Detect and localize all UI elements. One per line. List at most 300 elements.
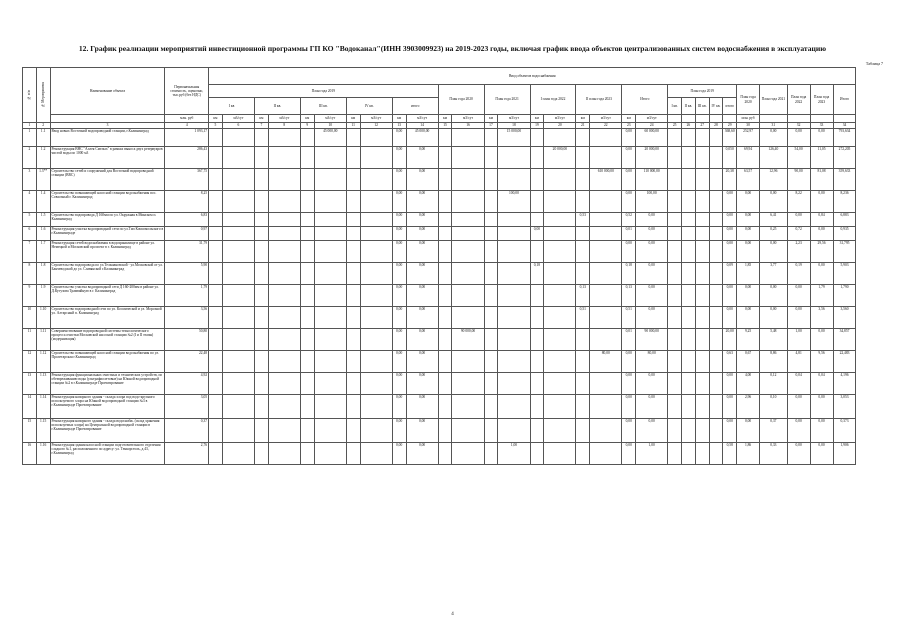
table-cell bbox=[484, 213, 498, 227]
table-cell bbox=[209, 191, 223, 213]
table-cell bbox=[452, 191, 484, 213]
table-cell bbox=[590, 129, 622, 147]
table-cell bbox=[498, 307, 530, 329]
unit-cell bbox=[695, 115, 709, 123]
table-cell bbox=[695, 263, 709, 285]
table-cell bbox=[484, 169, 498, 191]
column-number: 19 bbox=[530, 123, 544, 129]
table-cell: 0,00 bbox=[636, 395, 668, 419]
table-cell: 22,48 bbox=[165, 351, 209, 373]
table-cell: 0,01 bbox=[622, 227, 636, 241]
table-cell bbox=[544, 443, 576, 465]
table-cell: 0,00 bbox=[406, 443, 438, 465]
table-cell: 0,050 bbox=[723, 147, 737, 169]
table-cell bbox=[360, 329, 392, 351]
table-cell: 610 000,00 bbox=[590, 169, 622, 191]
table-cell: 5,903 bbox=[833, 263, 856, 285]
table-cell bbox=[484, 443, 498, 465]
table-cell bbox=[314, 395, 346, 419]
table-cell: 0,00 bbox=[810, 329, 833, 351]
unit-cell bbox=[668, 115, 682, 123]
table-cell: 0,19 bbox=[787, 263, 810, 285]
table-cell: 9,56 bbox=[810, 351, 833, 373]
table-cell: 90,00 bbox=[787, 169, 810, 191]
table-cell bbox=[254, 241, 268, 263]
table-cell: 0,00 bbox=[622, 169, 636, 191]
table-cell: 0,84 bbox=[810, 213, 833, 227]
table-cell: 6,883 bbox=[833, 213, 856, 227]
table-cell bbox=[438, 129, 452, 147]
header-plan-2022: I план года 2022 bbox=[530, 85, 576, 115]
object-name: Реконструкция здания насосной станции подготовительного отделения сладкого №1, расположенного по адресу: ул. Тенкорстоль, д.43, г.Калининград bbox=[50, 443, 165, 465]
column-number: 28 bbox=[709, 123, 723, 129]
table-cell bbox=[544, 227, 576, 241]
column-number: 10 bbox=[314, 123, 346, 129]
table-cell: 1.10 bbox=[36, 307, 50, 329]
unit-cell: км bbox=[530, 115, 544, 123]
table-cell bbox=[576, 169, 590, 191]
table-cell bbox=[222, 395, 254, 419]
unit-cell bbox=[810, 115, 833, 123]
column-number: 3 bbox=[50, 123, 165, 129]
table-cell bbox=[590, 147, 622, 169]
header-num: № п/п bbox=[23, 68, 37, 123]
table-cell bbox=[709, 241, 723, 263]
table-cell bbox=[300, 373, 314, 395]
table-cell bbox=[346, 241, 360, 263]
table-cell: 0,00 bbox=[636, 373, 668, 395]
table-cell bbox=[484, 147, 498, 169]
table-cell: 0,00 bbox=[406, 329, 438, 351]
table-cell: 6,83 bbox=[165, 213, 209, 227]
table-cell: 0,00 bbox=[737, 241, 760, 263]
table-cell: 8,86 bbox=[760, 351, 788, 373]
table-cell bbox=[222, 285, 254, 307]
table-cell bbox=[682, 129, 696, 147]
column-number: 33 bbox=[810, 123, 833, 129]
table-cell bbox=[682, 285, 696, 307]
header-q3: III кв. bbox=[300, 98, 346, 115]
column-number: 1 bbox=[23, 123, 37, 129]
table-cell bbox=[682, 329, 696, 351]
table-cell: 0,00 bbox=[392, 443, 406, 465]
table-cell bbox=[300, 263, 314, 285]
table-cell: 3,05 bbox=[165, 395, 209, 419]
table-cell: 7 bbox=[23, 241, 37, 263]
table-cell bbox=[709, 169, 723, 191]
table-cell: 1.13 bbox=[36, 373, 50, 395]
table-cell: 3,560 bbox=[833, 307, 856, 329]
table-cell bbox=[682, 351, 696, 373]
table-cell bbox=[300, 191, 314, 213]
table-cell: 100,00 bbox=[498, 191, 530, 213]
table-cell bbox=[209, 169, 223, 191]
table-cell bbox=[544, 419, 576, 443]
table-cell: 0,33 bbox=[760, 443, 788, 465]
table-cell bbox=[576, 241, 590, 263]
table-cell: 5,48 bbox=[760, 329, 788, 351]
table-cell: 0,00 bbox=[810, 191, 833, 213]
table-cell: 1.3** bbox=[36, 169, 50, 191]
table-cell bbox=[682, 263, 696, 285]
table-cell bbox=[498, 227, 530, 241]
table-cell: 14 bbox=[23, 395, 37, 419]
table-cell: 0,00 bbox=[810, 419, 833, 443]
table-cell bbox=[544, 285, 576, 307]
table-cell bbox=[209, 147, 223, 169]
table-cell bbox=[254, 213, 268, 227]
table-cell: 12,96 bbox=[760, 169, 788, 191]
unit-cell: км bbox=[622, 115, 636, 123]
table-cell bbox=[300, 419, 314, 443]
table-cell: 0,00 bbox=[810, 263, 833, 285]
table-cell: 368,60 bbox=[723, 129, 737, 147]
table-cell bbox=[300, 351, 314, 373]
table-cell bbox=[576, 351, 590, 373]
header-blank bbox=[50, 115, 165, 123]
table-cell bbox=[682, 443, 696, 465]
table-cell bbox=[438, 419, 452, 443]
table-cell: 0,00 bbox=[392, 241, 406, 263]
table-cell bbox=[254, 227, 268, 241]
table-cell bbox=[452, 213, 484, 227]
table-cell bbox=[222, 373, 254, 395]
table-cell bbox=[300, 329, 314, 351]
table-cell bbox=[695, 147, 709, 169]
table-cell bbox=[668, 147, 682, 169]
table-cell bbox=[668, 285, 682, 307]
table-cell: 1,790 bbox=[833, 285, 856, 307]
table-cell bbox=[709, 227, 723, 241]
table-label: Таблица 7 bbox=[865, 61, 883, 66]
table-cell bbox=[360, 263, 392, 285]
table-cell: 34,857 bbox=[833, 329, 856, 351]
table-cell: 0,00 bbox=[737, 307, 760, 329]
table-cell: 0,00 bbox=[737, 227, 760, 241]
table-cell bbox=[695, 419, 709, 443]
table-row bbox=[23, 169, 882, 191]
table-row bbox=[23, 351, 882, 373]
table-cell: 0,00 bbox=[810, 443, 833, 465]
table-cell: 2,76 bbox=[165, 443, 209, 465]
table-cell: 367,75 bbox=[165, 169, 209, 191]
table-cell: 0,00 bbox=[723, 285, 737, 307]
table-cell bbox=[346, 351, 360, 373]
table-cell: 8,25 bbox=[165, 191, 209, 213]
table-cell: 9 bbox=[23, 285, 37, 307]
page-number: 4 bbox=[451, 612, 454, 617]
table-cell: 0,00 bbox=[392, 351, 406, 373]
table-cell bbox=[222, 241, 254, 263]
table-cell: 0,00 bbox=[392, 191, 406, 213]
table-cell bbox=[709, 191, 723, 213]
header-itogo-2: Итого bbox=[833, 85, 856, 115]
table-cell bbox=[695, 227, 709, 241]
unit-cell: м3/сут bbox=[314, 115, 346, 123]
table-cell: 0,00 bbox=[392, 329, 406, 351]
table-row bbox=[23, 419, 882, 443]
table-cell bbox=[360, 147, 392, 169]
table-cell: 80,00 bbox=[590, 351, 622, 373]
column-number: 34 bbox=[833, 123, 856, 129]
table-cell: 0,00 bbox=[392, 307, 406, 329]
table-cell: 4,81 bbox=[787, 351, 810, 373]
table-cell bbox=[346, 227, 360, 241]
table-cell bbox=[346, 419, 360, 443]
unit-cell bbox=[760, 115, 788, 123]
table-cell bbox=[695, 395, 709, 419]
table-cell: 0,00 bbox=[787, 419, 810, 443]
table-cell bbox=[268, 285, 300, 307]
table-cell bbox=[709, 373, 723, 395]
table-cell: 126,40 bbox=[760, 147, 788, 169]
table-cell bbox=[590, 241, 622, 263]
table-cell: 2 bbox=[23, 147, 37, 169]
table-cell bbox=[300, 213, 314, 227]
table-cell: 0,18 bbox=[622, 263, 636, 285]
table-cell bbox=[590, 227, 622, 241]
table-cell bbox=[484, 373, 498, 395]
table-cell bbox=[530, 443, 544, 465]
column-number: 16 bbox=[452, 123, 484, 129]
table-cell bbox=[346, 373, 360, 395]
table-cell bbox=[300, 227, 314, 241]
table-cell bbox=[709, 263, 723, 285]
table-cell bbox=[590, 191, 622, 213]
table-cell: 0,10 bbox=[760, 395, 788, 419]
table-cell: 286,43 bbox=[165, 147, 209, 169]
table-cell bbox=[209, 129, 223, 147]
table-cell: 0,00 bbox=[636, 241, 668, 263]
table-cell: 0,00 bbox=[787, 285, 810, 307]
table-cell bbox=[254, 351, 268, 373]
table-cell bbox=[360, 227, 392, 241]
table-cell bbox=[668, 395, 682, 419]
table-cell bbox=[360, 241, 392, 263]
table-row bbox=[23, 373, 882, 395]
table-cell: 8 bbox=[23, 263, 37, 285]
table-cell bbox=[695, 241, 709, 263]
table-cell bbox=[314, 307, 346, 329]
table-cell bbox=[576, 373, 590, 395]
table-cell: 1.2 bbox=[36, 147, 50, 169]
table-cell: 0,72 bbox=[787, 227, 810, 241]
table-cell: 20 000,00 bbox=[544, 147, 576, 169]
table-cell bbox=[530, 241, 544, 263]
table-cell bbox=[530, 419, 544, 443]
table-cell bbox=[498, 213, 530, 227]
table-cell bbox=[668, 307, 682, 329]
table-cell bbox=[530, 329, 544, 351]
table-cell bbox=[254, 129, 268, 147]
table-cell: 1 bbox=[23, 129, 37, 147]
table-cell bbox=[668, 443, 682, 465]
table-cell bbox=[209, 419, 223, 443]
table-cell bbox=[346, 191, 360, 213]
table-cell: 0,00 bbox=[723, 395, 737, 419]
table-cell bbox=[576, 227, 590, 241]
table-cell: 0,00 bbox=[787, 213, 810, 227]
table-cell: 1,85 bbox=[737, 263, 760, 285]
table-cell: 0,00 bbox=[392, 227, 406, 241]
table-cell: 0,00 bbox=[787, 443, 810, 465]
table-cell: 16 bbox=[23, 443, 37, 465]
object-name: Строительство водопроводной сети по ул. Космической и ул. Морозной ул. Алтарсный п. Калининград bbox=[50, 307, 165, 329]
table-cell bbox=[360, 213, 392, 227]
header-q2: II кв. bbox=[254, 98, 300, 115]
table-cell: 0,51 bbox=[576, 307, 590, 329]
table-cell: 0,00 bbox=[760, 241, 788, 263]
table-cell bbox=[222, 129, 254, 147]
table-cell bbox=[452, 169, 484, 191]
table-cell bbox=[695, 307, 709, 329]
table-cell bbox=[530, 307, 544, 329]
table-cell: 1 093,17 bbox=[165, 129, 209, 147]
table-cell bbox=[209, 443, 223, 465]
table-cell: 0,00 bbox=[406, 307, 438, 329]
table-cell: 8,236 bbox=[833, 191, 856, 213]
table-cell bbox=[438, 351, 452, 373]
table-cell bbox=[209, 307, 223, 329]
table-cell bbox=[452, 285, 484, 307]
table-cell bbox=[452, 373, 484, 395]
unit-cell: млн. руб bbox=[737, 115, 760, 123]
column-number: 11 bbox=[346, 123, 360, 129]
table-cell bbox=[544, 329, 576, 351]
table-cell bbox=[254, 395, 268, 419]
header-plan-2020-b: План года 2020 bbox=[737, 85, 760, 115]
table-cell bbox=[346, 147, 360, 169]
table-cell: 0,00 bbox=[406, 373, 438, 395]
table-cell bbox=[668, 191, 682, 213]
unit-cell: м3/сут bbox=[636, 115, 668, 123]
table-cell bbox=[695, 373, 709, 395]
table-cell bbox=[668, 373, 682, 395]
table-cell: 0,00 bbox=[636, 285, 668, 307]
column-number: 20 bbox=[544, 123, 576, 129]
table-cell: 0,00 bbox=[737, 191, 760, 213]
column-number: 17 bbox=[484, 123, 498, 129]
table-cell bbox=[709, 351, 723, 373]
table-cell bbox=[484, 307, 498, 329]
table-cell bbox=[222, 263, 254, 285]
table-cell: 0,00 bbox=[392, 285, 406, 307]
table-cell bbox=[530, 191, 544, 213]
table-cell bbox=[438, 263, 452, 285]
table-cell: 4 bbox=[23, 191, 37, 213]
table-cell bbox=[498, 241, 530, 263]
table-row bbox=[23, 307, 882, 329]
table-cell bbox=[360, 419, 392, 443]
table-cell bbox=[209, 241, 223, 263]
table-cell bbox=[314, 329, 346, 351]
table-cell: 0,25 bbox=[760, 227, 788, 241]
column-number: 30 bbox=[737, 123, 760, 129]
table-cell bbox=[682, 147, 696, 169]
table-cell bbox=[360, 129, 392, 147]
header-cost: Первоначальная стоимость, оценочно, тыс.руб (без НДС) bbox=[165, 68, 209, 115]
object-name: Строительство повышающей насосной станции водоснабжения пос. Совхозный г. Калининград bbox=[50, 191, 165, 213]
unit-cell: м3/сут bbox=[222, 115, 254, 123]
table-cell: 0,00 bbox=[622, 147, 636, 169]
table-cell: 0,00 bbox=[406, 147, 438, 169]
table-cell bbox=[300, 307, 314, 329]
table-cell bbox=[300, 241, 314, 263]
header-itogo: Итого bbox=[622, 85, 668, 115]
table-cell bbox=[682, 213, 696, 227]
table-cell bbox=[222, 443, 254, 465]
column-number: 13 bbox=[392, 123, 406, 129]
table-cell bbox=[209, 227, 223, 241]
table-cell: 252,97 bbox=[737, 129, 760, 147]
table-cell: 1,79 bbox=[810, 285, 833, 307]
table-cell: 0,00 bbox=[787, 395, 810, 419]
header-q3-b: III кв. bbox=[695, 98, 709, 115]
table-cell: 54,00 bbox=[787, 147, 810, 169]
table-cell bbox=[682, 395, 696, 419]
table-cell: 0,00 bbox=[723, 373, 737, 395]
table-cell: 2,23 bbox=[787, 241, 810, 263]
table-cell: 0,00 bbox=[392, 263, 406, 285]
table-cell bbox=[209, 213, 223, 227]
column-number: 5 bbox=[209, 123, 223, 129]
header-total: итого bbox=[392, 98, 438, 115]
table-cell bbox=[695, 443, 709, 465]
table-cell: 1.6 bbox=[36, 227, 50, 241]
table-cell: 0,00 bbox=[760, 191, 788, 213]
table-cell bbox=[438, 373, 452, 395]
table-cell bbox=[209, 351, 223, 373]
table-cell bbox=[544, 169, 576, 191]
table-cell bbox=[268, 395, 300, 419]
table-cell: 6,41 bbox=[760, 213, 788, 227]
table-cell bbox=[300, 395, 314, 419]
column-number: 21 bbox=[576, 123, 590, 129]
table-cell: 3,053 bbox=[833, 395, 856, 419]
column-number: 23 bbox=[622, 123, 636, 129]
header-plan-2019-b: План года 2019 bbox=[668, 85, 737, 98]
table-cell bbox=[300, 129, 314, 147]
table-row bbox=[23, 443, 882, 465]
table-cell bbox=[530, 351, 544, 373]
table-cell bbox=[590, 329, 622, 351]
table-cell: 0,00 bbox=[392, 395, 406, 419]
column-number: 4 bbox=[165, 123, 209, 129]
table-cell bbox=[695, 169, 709, 191]
table-cell: 1.12 bbox=[36, 351, 50, 373]
table-cell: 0,00 bbox=[392, 147, 406, 169]
table-cell: 100,00 bbox=[636, 191, 668, 213]
table-cell: 1.16 bbox=[36, 443, 50, 465]
table-cell bbox=[695, 285, 709, 307]
table-cell bbox=[268, 373, 300, 395]
table-cell: 0,00 bbox=[723, 307, 737, 329]
table-cell: 9,25 bbox=[737, 329, 760, 351]
table-cell bbox=[484, 351, 498, 373]
table-cell: 0,935 bbox=[833, 227, 856, 241]
table-cell bbox=[254, 373, 268, 395]
table-cell: 1,00 bbox=[498, 443, 530, 465]
object-name: Строительство участка водопроводной сети Д 160-200мм в районе ул. Д.Кутузова Трамвайную в г. Калининград bbox=[50, 285, 165, 307]
object-name: Строительство водопровода Д 160мм по ул. Окружная в Минском п. Калининград bbox=[50, 213, 165, 227]
table-cell: 0,04 bbox=[787, 373, 810, 395]
table-cell bbox=[452, 307, 484, 329]
table-cell bbox=[498, 285, 530, 307]
column-number: 24 bbox=[636, 123, 668, 129]
table-cell bbox=[576, 129, 590, 147]
table-cell bbox=[222, 147, 254, 169]
header-plan-2023: II план года 2023 bbox=[576, 85, 622, 115]
